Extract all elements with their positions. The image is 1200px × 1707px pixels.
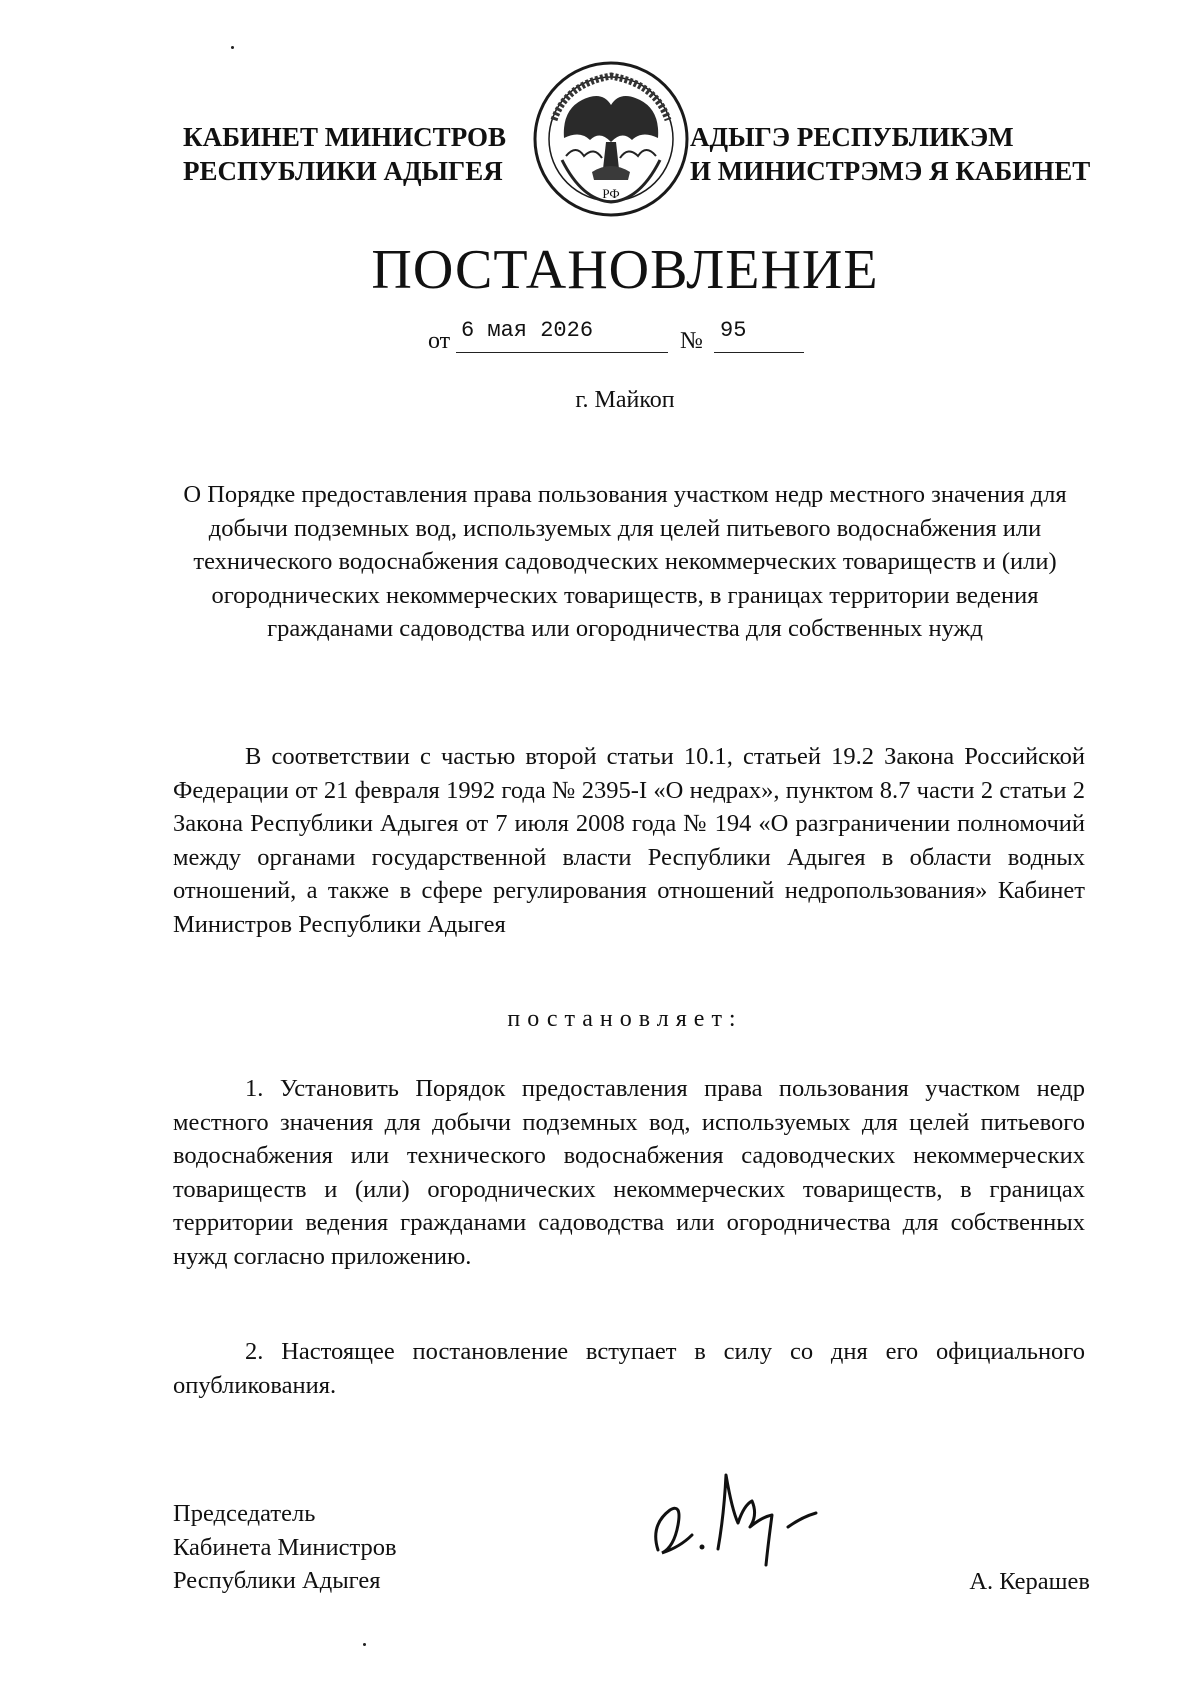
number-prefix: № <box>680 328 703 354</box>
resolution-item-1: 1. Установить Порядок предоставления права пользования участком недр местного значения для добычи подземных вод, используемых для целей питьевого водоснабжения или технического водоснабжения садоводческих некоммерческих товариществ и (или) огороднических некоммерческих товариществ, в границах территории ведения гражданами садоводства или огородничества для собственных нужд согласно приложению. <box>173 1075 1085 1270</box>
number-underline <box>714 352 804 353</box>
document-subject: О Порядке предоставления права пользования участком недр местного значения для добычи подземных вод, используемых для целей питьевого водоснабжения или технического водоснабжения садоводческих некоммерческих товариществ и (или) огороднических некоммерческих товариществ, в границах территории ведения гражданами садоводства или огородничества для собственных нужд <box>183 481 1067 642</box>
republic-emblem-icon <box>532 60 690 218</box>
number-field: 95 <box>720 318 747 343</box>
issuer-adyghe-line-2: И МИНИСТРЭМЭ Я КАБИНЕТ <box>690 156 1091 186</box>
scan-speck <box>363 1643 366 1646</box>
issuer-name-russian <box>183 120 513 188</box>
signatory-line-2: Кабинета Министров <box>173 1533 397 1561</box>
scan-speck <box>231 46 234 49</box>
signatory-position <box>173 1497 533 1598</box>
preamble-paragraph: В соответствии с частью второй статьи 10.1, статьей 19.2 Закона Российской Федерации от 21 февраля 1992 года № 2395-I «О недрах», пунктом 8.7 части 2 статьи 2 Закона Республики Адыгея от 7 июля 2008 года № 194 «О разграничении полномочий между органами государственной власти Республики Адыгея в области водных отношений, а также в сфере регулирования отношений недропользования» Кабинет Министров Республики Адыгея <box>173 743 1085 938</box>
signatory-name: А. Керашев <box>969 1568 1090 1595</box>
svg-text:РФ: РФ <box>602 186 620 201</box>
date-prefix: от <box>428 328 451 354</box>
resolves-heading: постановляет: <box>507 1006 743 1032</box>
date-number-row <box>428 318 828 358</box>
date-field: 6 мая 2026 <box>461 318 594 343</box>
issuer-line-1: КАБИНЕТ МИНИСТРОВ <box>183 122 507 152</box>
signatory-line-3: Республики Адыгея <box>173 1567 381 1594</box>
handwritten-signature <box>640 1455 850 1575</box>
issuer-name-adyghe <box>690 120 1120 188</box>
signatory-line-1: Председатель <box>173 1500 316 1527</box>
city: г. Майкоп <box>575 387 675 413</box>
resolution-item-2: 2. Настоящее постановление вступает в силу со дня его официального опубликования. <box>173 1338 1085 1399</box>
issuer-adyghe-line-1: АДЫГЭ РЕСПУБЛИКЭМ <box>690 122 1014 152</box>
document-title: ПОСТАНОВЛЕНИЕ <box>371 239 879 301</box>
date-underline <box>456 352 668 353</box>
issuer-line-2: РЕСПУБЛИКИ АДЫГЕЯ <box>183 156 503 186</box>
